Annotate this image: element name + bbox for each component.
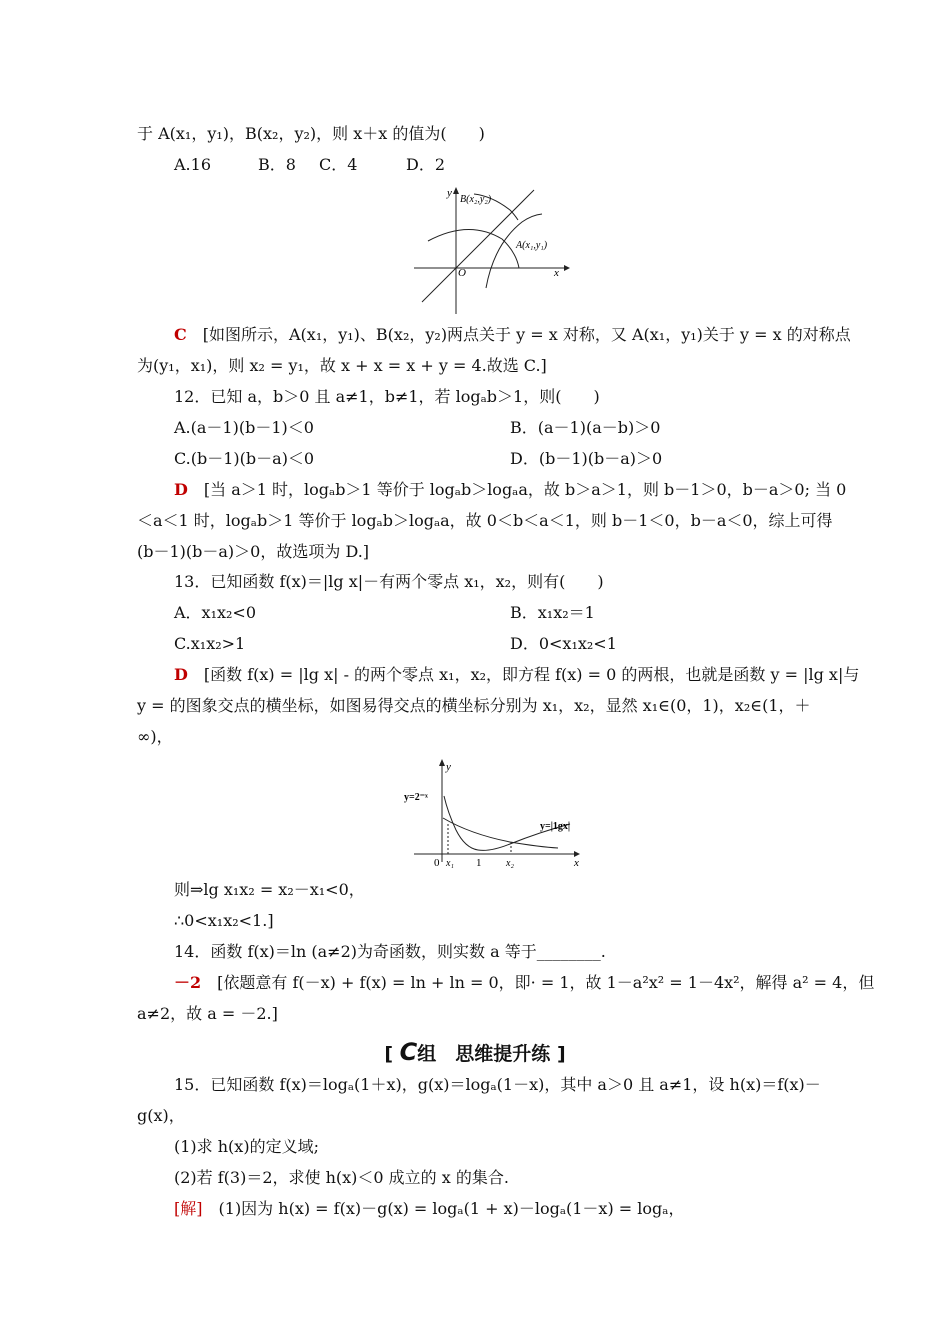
- q12-option-d: D．(b－1)(b－a)＞0: [510, 449, 663, 468]
- q12-explain-1-text: [当 a＞1 时，logₐb＞1 等价于 logₐb＞logₐa，故 b＞a＞1，则 b－1＞0，b－a＞0; 当 0: [203, 480, 847, 499]
- q11-figure: [414, 184, 574, 316]
- q13-figure-exp: y=2⁻ˣ: [404, 792, 428, 803]
- q11-figure-x: x: [554, 267, 559, 279]
- q15-stem-2: g(x)，: [137, 1106, 185, 1125]
- q11-answer: C: [174, 325, 187, 344]
- q12-option-c: C.(b－1)(b－a)＜0: [174, 449, 315, 468]
- q14-explain-1-text: [依题意有 f(－x) + f(x) = ln + ln = 0，即· = 1，故 1－a²x² = 1－4x²，解得 a² = 4，但: [217, 973, 875, 992]
- q11-option-b: B．8: [258, 155, 296, 174]
- q11-explain-1-text: [如图所示，A(x₁，y₁)、B(x₂，y₂)两点关于 y = x 对称，又 A(x₁，y₁)关于 y = x 的对称点: [202, 325, 851, 344]
- q11-stem-tail: 于 A(x₁，y₁)，B(x₂，y₂)，则 x＋x 的值为( ): [137, 124, 485, 143]
- q11-figure-a: A(x₁,y₁): [516, 240, 548, 251]
- q11-figure-origin: O: [458, 267, 466, 279]
- q13-option-c: C.x₁x₂>1: [174, 634, 246, 653]
- q12-explain-1: [174, 480, 846, 500]
- q11-option-a: A.16: [174, 155, 211, 174]
- q11-explain-2: 为(y₁，x₁)，则 x₂ = y₁，故 x + x = x + y = 4.故选 C.]: [137, 356, 547, 375]
- q14-explain-2: a≠2，故 a = －2.]: [137, 1004, 278, 1023]
- q13-explain-1: [174, 665, 859, 685]
- q13-answer: D: [174, 665, 188, 684]
- q13-figure-one: 1: [476, 857, 482, 869]
- q13-explain-1-text: [函数 f(x) = |lg x| - 的两个零点 x₁，x₂，即方程 f(x) = 0 的两根，也就是函数 y = |lg x|与: [203, 665, 860, 684]
- q13-after-2: ∴0<x₁x₂<1.]: [174, 911, 274, 930]
- section-title: 组 思维提升练: [417, 1043, 551, 1065]
- q13-option-a: A．x₁x₂<0: [174, 603, 257, 622]
- q13-option-b: B．x₁x₂＝1: [510, 603, 595, 622]
- q12-answer: D: [174, 480, 188, 499]
- q13-stem: 13．已知函数 f(x)＝|lg x|－有两个零点 x₁，x₂，则有( ): [174, 572, 604, 591]
- q12-stem: 12．已知 a，b＞0 且 a≠1，b≠1，若 logₐb＞1，则( ): [174, 387, 600, 406]
- q12-option-b: B．(a－1)(a－b)＞0: [510, 418, 661, 437]
- q11-figure-y: y: [447, 187, 452, 199]
- q13-figure-x1: x₁: [446, 858, 454, 869]
- q11-option-c: C．4: [319, 155, 358, 174]
- q13-figure-y: y: [446, 761, 451, 773]
- q14-explain-1: [174, 973, 874, 993]
- section-bracket-open: [: [384, 1043, 394, 1065]
- q15-solve-tag: [解]: [174, 1199, 203, 1218]
- q14-answer: －2: [174, 973, 202, 992]
- q13-option-d: D．0<x₁x₂<1: [510, 634, 617, 653]
- q13-explain-3: ∞)，: [137, 727, 173, 746]
- q12-explain-3: (b－1)(b－a)＞0，故选项为 D.]: [137, 542, 370, 561]
- q12-explain-2: ＜a＜1 时，logₐb＞1 等价于 logₐb＞logₐa，故 0＜b＜a＜1，则 b－1＜0，b－a＜0，综上可得: [137, 511, 833, 530]
- q11-option-d: D．2: [406, 155, 446, 174]
- q14-stem: 14．函数 f(x)＝ln (a≠2)为奇函数，则实数 a 等于________.: [174, 942, 606, 961]
- q11-figure-b: B(x₂,y₂): [460, 194, 492, 205]
- q15-part-1: (1)求 h(x)的定义域;: [174, 1137, 319, 1156]
- q15-stem-1: 15．已知函数 f(x)＝logₐ(1＋x)，g(x)＝logₐ(1－x)，其中 a＞0 且 a≠1，设 h(x)＝f(x)－: [174, 1075, 821, 1094]
- section-heading: [0, 1038, 950, 1066]
- q13-figure-lg: y=|1gx|: [540, 821, 571, 832]
- q13-figure: [400, 758, 585, 870]
- q13-explain-2: y = 的图象交点的横坐标，如图易得交点的横坐标分别为 x₁，x₂，显然 x₁∈(0，1)，x₂∈(1，＋: [137, 696, 811, 715]
- q13-after-1: 则⇒lg x₁x₂ = x₂－x₁<0，: [174, 880, 365, 899]
- q15-solve-1: (1)因为 h(x) = f(x)－g(x) = logₐ(1 + x)－logₐ(1－x) = logₐ，: [218, 1199, 685, 1218]
- q13-figure-x: x: [574, 857, 579, 869]
- q11-explain-1: [174, 325, 851, 345]
- q13-figure-origin: 0: [434, 857, 440, 869]
- q15-part-2: (2)若 f(3)＝2，求使 h(x)＜0 成立的 x 的集合.: [174, 1168, 509, 1187]
- q12-option-a: A.(a－1)(b－1)＜0: [174, 418, 314, 437]
- q13-figure-x2: x₂: [506, 858, 514, 869]
- section-bracket-close: ]: [556, 1043, 566, 1065]
- section-letter: C: [399, 1038, 418, 1066]
- q15-solve: [174, 1199, 684, 1219]
